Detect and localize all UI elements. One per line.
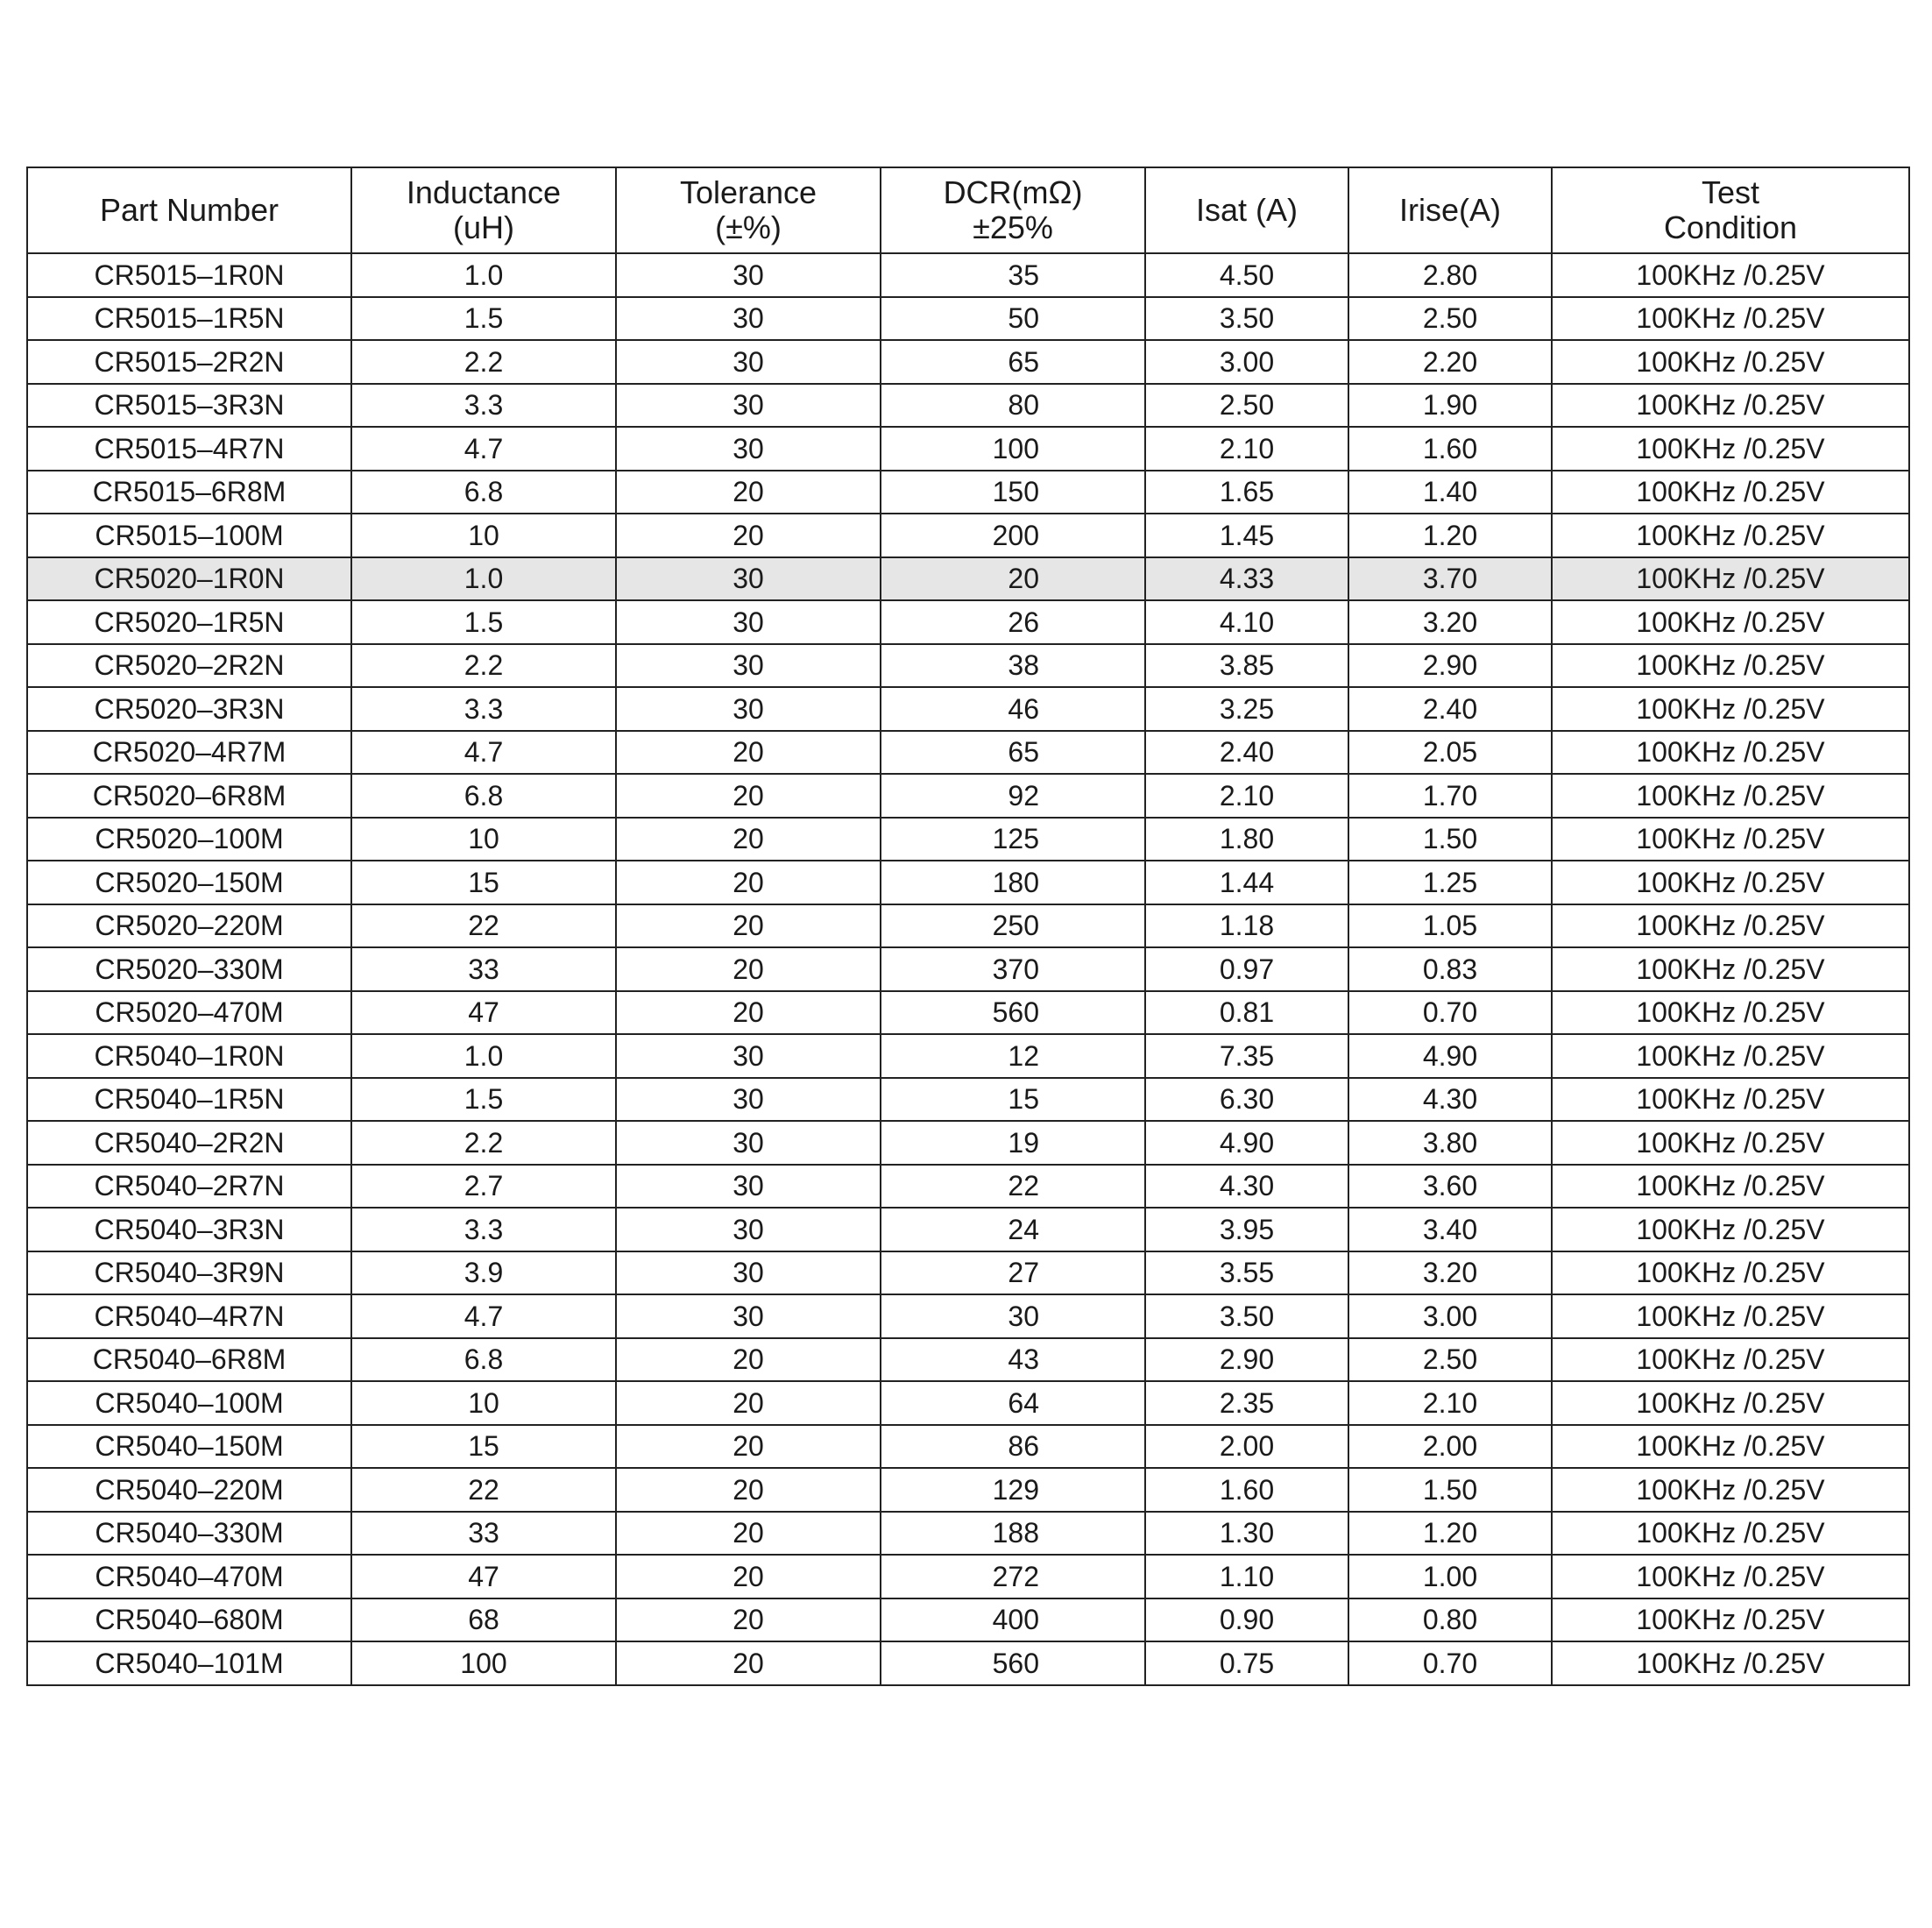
cell-inductance: 10: [351, 514, 616, 557]
cell-tolerance: 20: [616, 1338, 881, 1382]
cell-inductance: 15: [351, 861, 616, 904]
cell-irise: 1.20: [1348, 1512, 1552, 1556]
cell-isat: 4.90: [1145, 1121, 1348, 1165]
header-line: Inductance: [406, 174, 562, 210]
cell-inductance: 2.2: [351, 1121, 616, 1165]
cell-isat: 1.30: [1145, 1512, 1348, 1556]
cell-test-condition: 100KHz /0.25V: [1552, 1121, 1909, 1165]
table-row: [27, 253, 1909, 297]
cell-dcr: 180: [881, 861, 1145, 904]
table-body: [27, 253, 1909, 1685]
cell-isat: 6.30: [1145, 1078, 1348, 1122]
cell-tolerance: 20: [616, 774, 881, 818]
cell-isat: 1.80: [1145, 818, 1348, 861]
cell-part-number: CR5015–3R3N: [27, 384, 351, 428]
table-row: [27, 991, 1909, 1035]
cell-part-number: CR5020–330M: [27, 947, 351, 991]
cell-isat: 2.10: [1145, 774, 1348, 818]
cell-part-number: CR5020–3R3N: [27, 687, 351, 731]
cell-isat: 4.33: [1145, 557, 1348, 601]
cell-isat: 3.85: [1145, 644, 1348, 688]
header-inductance: [351, 167, 616, 253]
cell-dcr: 19: [881, 1121, 1145, 1165]
cell-tolerance: 30: [616, 253, 881, 297]
header-line: Test: [1701, 174, 1760, 210]
cell-irise: 0.70: [1348, 991, 1552, 1035]
cell-dcr: 400: [881, 1598, 1145, 1642]
cell-inductance: 10: [351, 818, 616, 861]
cell-part-number: CR5040–150M: [27, 1425, 351, 1469]
cell-irise: 1.60: [1348, 427, 1552, 471]
cell-dcr: 370: [881, 947, 1145, 991]
cell-test-condition: 100KHz /0.25V: [1552, 384, 1909, 428]
cell-isat: 1.44: [1145, 861, 1348, 904]
cell-irise: 2.90: [1348, 644, 1552, 688]
cell-tolerance: 20: [616, 904, 881, 948]
cell-isat: 3.50: [1145, 297, 1348, 341]
cell-tolerance: 20: [616, 1381, 881, 1425]
cell-dcr: 26: [881, 600, 1145, 644]
cell-isat: 3.95: [1145, 1208, 1348, 1251]
cell-part-number: CR5020–2R2N: [27, 644, 351, 688]
table-row: [27, 1598, 1909, 1642]
table-row: [27, 861, 1909, 904]
cell-test-condition: 100KHz /0.25V: [1552, 731, 1909, 775]
cell-test-condition: 100KHz /0.25V: [1552, 1165, 1909, 1209]
cell-part-number: CR5020–1R0N: [27, 557, 351, 601]
cell-isat: 0.97: [1145, 947, 1348, 991]
cell-tolerance: 30: [616, 1078, 881, 1122]
cell-tolerance: 30: [616, 1294, 881, 1338]
cell-isat: 0.90: [1145, 1598, 1348, 1642]
cell-irise: 1.50: [1348, 1468, 1552, 1512]
cell-inductance: 10: [351, 1381, 616, 1425]
cell-part-number: CR5015–1R5N: [27, 297, 351, 341]
cell-part-number: CR5040–330M: [27, 1512, 351, 1556]
table-row: [27, 1121, 1909, 1165]
cell-part-number: CR5040–2R7N: [27, 1165, 351, 1209]
table-row: [27, 818, 1909, 861]
cell-test-condition: 100KHz /0.25V: [1552, 471, 1909, 514]
table-header-row: [27, 167, 1909, 253]
table-row: [27, 774, 1909, 818]
cell-dcr: 24: [881, 1208, 1145, 1251]
cell-inductance: 68: [351, 1598, 616, 1642]
cell-part-number: CR5040–1R5N: [27, 1078, 351, 1122]
cell-part-number: CR5040–470M: [27, 1555, 351, 1598]
cell-isat: 3.25: [1145, 687, 1348, 731]
cell-isat: 0.81: [1145, 991, 1348, 1035]
cell-inductance: 3.9: [351, 1251, 616, 1295]
cell-part-number: CR5040–220M: [27, 1468, 351, 1512]
cell-dcr: 65: [881, 340, 1145, 384]
header-part-number: [27, 167, 351, 253]
table-row: [27, 297, 1909, 341]
cell-inductance: 15: [351, 1425, 616, 1469]
cell-isat: 0.75: [1145, 1641, 1348, 1685]
cell-tolerance: 20: [616, 1512, 881, 1556]
cell-part-number: CR5040–100M: [27, 1381, 351, 1425]
table-row: [27, 1381, 1909, 1425]
header-line: (uH): [453, 209, 514, 245]
cell-tolerance: 20: [616, 947, 881, 991]
cell-tolerance: 20: [616, 861, 881, 904]
cell-isat: 1.18: [1145, 904, 1348, 948]
cell-test-condition: 100KHz /0.25V: [1552, 687, 1909, 731]
cell-isat: 4.50: [1145, 253, 1348, 297]
cell-irise: 1.00: [1348, 1555, 1552, 1598]
header-line: (±%): [715, 209, 782, 245]
cell-part-number: CR5020–470M: [27, 991, 351, 1035]
cell-test-condition: 100KHz /0.25V: [1552, 1078, 1909, 1122]
cell-inductance: 1.0: [351, 253, 616, 297]
header-irise: [1348, 167, 1552, 253]
cell-test-condition: 100KHz /0.25V: [1552, 947, 1909, 991]
cell-test-condition: 100KHz /0.25V: [1552, 1251, 1909, 1295]
cell-test-condition: 100KHz /0.25V: [1552, 774, 1909, 818]
cell-dcr: 27: [881, 1251, 1145, 1295]
cell-isat: 2.40: [1145, 731, 1348, 775]
table-row: [27, 1165, 1909, 1209]
cell-isat: 2.50: [1145, 384, 1348, 428]
cell-isat: 3.55: [1145, 1251, 1348, 1295]
cell-part-number: CR5015–4R7N: [27, 427, 351, 471]
cell-irise: 2.50: [1348, 297, 1552, 341]
cell-part-number: CR5015–2R2N: [27, 340, 351, 384]
cell-part-number: CR5040–6R8M: [27, 1338, 351, 1382]
cell-test-condition: 100KHz /0.25V: [1552, 861, 1909, 904]
table-row: [27, 1468, 1909, 1512]
cell-test-condition: 100KHz /0.25V: [1552, 1425, 1909, 1469]
cell-dcr: 80: [881, 384, 1145, 428]
cell-inductance: 4.7: [351, 731, 616, 775]
cell-inductance: 47: [351, 1555, 616, 1598]
cell-dcr: 250: [881, 904, 1145, 948]
cell-tolerance: 30: [616, 1121, 881, 1165]
cell-test-condition: 100KHz /0.25V: [1552, 644, 1909, 688]
cell-inductance: 2.2: [351, 340, 616, 384]
cell-dcr: 38: [881, 644, 1145, 688]
cell-irise: 2.00: [1348, 1425, 1552, 1469]
header-line: DCR(mΩ): [943, 174, 1083, 210]
cell-inductance: 3.3: [351, 384, 616, 428]
cell-tolerance: 20: [616, 514, 881, 557]
table-row: [27, 427, 1909, 471]
cell-isat: 2.90: [1145, 1338, 1348, 1382]
cell-dcr: 129: [881, 1468, 1145, 1512]
cell-tolerance: 30: [616, 1165, 881, 1209]
cell-inductance: 1.5: [351, 297, 616, 341]
cell-inductance: 1.0: [351, 1034, 616, 1078]
table-row: [27, 1641, 1909, 1685]
cell-test-condition: 100KHz /0.25V: [1552, 1641, 1909, 1685]
table-row: [27, 947, 1909, 991]
table-row: [27, 1338, 1909, 1382]
cell-test-condition: 100KHz /0.25V: [1552, 818, 1909, 861]
cell-test-condition: 100KHz /0.25V: [1552, 557, 1909, 601]
cell-dcr: 272: [881, 1555, 1145, 1598]
cell-irise: 1.70: [1348, 774, 1552, 818]
cell-irise: 2.40: [1348, 687, 1552, 731]
cell-inductance: 22: [351, 904, 616, 948]
table-row: [27, 1251, 1909, 1295]
table-row: [27, 1512, 1909, 1556]
table-row: [27, 1294, 1909, 1338]
cell-part-number: CR5020–4R7M: [27, 731, 351, 775]
cell-test-condition: 100KHz /0.25V: [1552, 514, 1909, 557]
cell-tolerance: 20: [616, 1468, 881, 1512]
cell-part-number: CR5020–220M: [27, 904, 351, 948]
header-line: Irise(A): [1399, 192, 1501, 228]
cell-inductance: 33: [351, 947, 616, 991]
cell-tolerance: 30: [616, 1251, 881, 1295]
cell-irise: 0.80: [1348, 1598, 1552, 1642]
cell-irise: 0.83: [1348, 947, 1552, 991]
cell-dcr: 35: [881, 253, 1145, 297]
cell-irise: 1.50: [1348, 818, 1552, 861]
cell-inductance: 1.0: [351, 557, 616, 601]
cell-tolerance: 30: [616, 557, 881, 601]
header-line: ±25%: [973, 209, 1053, 245]
cell-inductance: 4.7: [351, 427, 616, 471]
cell-dcr: 50: [881, 297, 1145, 341]
table-row: [27, 1078, 1909, 1122]
cell-tolerance: 30: [616, 340, 881, 384]
table-row: [27, 644, 1909, 688]
cell-inductance: 22: [351, 1468, 616, 1512]
header-line: Part Number: [99, 192, 280, 228]
cell-part-number: CR5040–3R3N: [27, 1208, 351, 1251]
cell-tolerance: 30: [616, 687, 881, 731]
cell-inductance: 47: [351, 991, 616, 1035]
cell-irise: 2.10: [1348, 1381, 1552, 1425]
cell-part-number: CR5015–6R8M: [27, 471, 351, 514]
cell-part-number: CR5020–6R8M: [27, 774, 351, 818]
table-row: [27, 600, 1909, 644]
table-row: [27, 514, 1909, 557]
cell-dcr: 188: [881, 1512, 1145, 1556]
cell-part-number: CR5040–2R2N: [27, 1121, 351, 1165]
cell-irise: 3.80: [1348, 1121, 1552, 1165]
cell-inductance: 4.7: [351, 1294, 616, 1338]
cell-part-number: CR5020–1R5N: [27, 600, 351, 644]
cell-part-number: CR5020–150M: [27, 861, 351, 904]
cell-dcr: 560: [881, 1641, 1145, 1685]
cell-dcr: 43: [881, 1338, 1145, 1382]
cell-irise: 3.70: [1348, 557, 1552, 601]
cell-dcr: 22: [881, 1165, 1145, 1209]
cell-tolerance: 30: [616, 297, 881, 341]
cell-test-condition: 100KHz /0.25V: [1552, 1598, 1909, 1642]
cell-irise: 2.80: [1348, 253, 1552, 297]
table-row: [27, 904, 1909, 948]
cell-test-condition: 100KHz /0.25V: [1552, 340, 1909, 384]
cell-inductance: 33: [351, 1512, 616, 1556]
cell-inductance: 2.2: [351, 644, 616, 688]
table-row: [27, 557, 1909, 601]
cell-inductance: 2.7: [351, 1165, 616, 1209]
cell-tolerance: 20: [616, 1425, 881, 1469]
cell-dcr: 200: [881, 514, 1145, 557]
cell-isat: 1.60: [1145, 1468, 1348, 1512]
cell-test-condition: 100KHz /0.25V: [1552, 1468, 1909, 1512]
cell-irise: 1.40: [1348, 471, 1552, 514]
cell-tolerance: 20: [616, 991, 881, 1035]
cell-tolerance: 20: [616, 818, 881, 861]
cell-isat: 7.35: [1145, 1034, 1348, 1078]
cell-test-condition: 100KHz /0.25V: [1552, 600, 1909, 644]
cell-isat: 1.45: [1145, 514, 1348, 557]
header-test-condition: [1552, 167, 1909, 253]
cell-irise: 3.60: [1348, 1165, 1552, 1209]
cell-part-number: CR5040–1R0N: [27, 1034, 351, 1078]
cell-isat: 2.00: [1145, 1425, 1348, 1469]
cell-part-number: CR5015–1R0N: [27, 253, 351, 297]
cell-inductance: 3.3: [351, 1208, 616, 1251]
cell-tolerance: 30: [616, 1034, 881, 1078]
cell-test-condition: 100KHz /0.25V: [1552, 1381, 1909, 1425]
cell-tolerance: 20: [616, 471, 881, 514]
table-row: [27, 471, 1909, 514]
cell-test-condition: 100KHz /0.25V: [1552, 904, 1909, 948]
cell-irise: 2.20: [1348, 340, 1552, 384]
cell-irise: 2.50: [1348, 1338, 1552, 1382]
inductor-spec-table: [26, 167, 1910, 1686]
cell-tolerance: 20: [616, 1598, 881, 1642]
cell-test-condition: 100KHz /0.25V: [1552, 427, 1909, 471]
cell-dcr: 100: [881, 427, 1145, 471]
cell-dcr: 560: [881, 991, 1145, 1035]
cell-part-number: CR5040–3R9N: [27, 1251, 351, 1295]
cell-test-condition: 100KHz /0.25V: [1552, 1208, 1909, 1251]
table-row: [27, 1034, 1909, 1078]
cell-dcr: 86: [881, 1425, 1145, 1469]
cell-part-number: CR5020–100M: [27, 818, 351, 861]
cell-part-number: CR5015–100M: [27, 514, 351, 557]
cell-test-condition: 100KHz /0.25V: [1552, 297, 1909, 341]
cell-isat: 4.30: [1145, 1165, 1348, 1209]
cell-dcr: 15: [881, 1078, 1145, 1122]
table-row: [27, 1425, 1909, 1469]
cell-dcr: 92: [881, 774, 1145, 818]
cell-test-condition: 100KHz /0.25V: [1552, 1512, 1909, 1556]
header-line: Isat (A): [1195, 192, 1298, 228]
header-line: Condition: [1663, 209, 1798, 245]
cell-test-condition: 100KHz /0.25V: [1552, 253, 1909, 297]
header-tolerance: [616, 167, 881, 253]
cell-isat: 3.00: [1145, 340, 1348, 384]
cell-dcr: 65: [881, 731, 1145, 775]
cell-irise: 3.40: [1348, 1208, 1552, 1251]
cell-irise: 4.90: [1348, 1034, 1552, 1078]
cell-test-condition: 100KHz /0.25V: [1552, 1555, 1909, 1598]
cell-inductance: 1.5: [351, 1078, 616, 1122]
cell-isat: 2.35: [1145, 1381, 1348, 1425]
cell-inductance: 100: [351, 1641, 616, 1685]
cell-irise: 1.20: [1348, 514, 1552, 557]
cell-isat: 2.10: [1145, 427, 1348, 471]
cell-tolerance: 30: [616, 600, 881, 644]
table-row: [27, 1208, 1909, 1251]
cell-tolerance: 30: [616, 644, 881, 688]
cell-isat: 1.10: [1145, 1555, 1348, 1598]
cell-test-condition: 100KHz /0.25V: [1552, 1034, 1909, 1078]
cell-part-number: CR5040–4R7N: [27, 1294, 351, 1338]
cell-dcr: 64: [881, 1381, 1145, 1425]
cell-inductance: 3.3: [351, 687, 616, 731]
cell-tolerance: 30: [616, 1208, 881, 1251]
table-row: [27, 731, 1909, 775]
cell-tolerance: 20: [616, 1641, 881, 1685]
cell-inductance: 6.8: [351, 1338, 616, 1382]
cell-isat: 4.10: [1145, 600, 1348, 644]
header-dcr: [881, 167, 1145, 253]
cell-dcr: 30: [881, 1294, 1145, 1338]
header-isat: [1145, 167, 1348, 253]
cell-dcr: 125: [881, 818, 1145, 861]
cell-isat: 3.50: [1145, 1294, 1348, 1338]
cell-dcr: 20: [881, 557, 1145, 601]
cell-inductance: 1.5: [351, 600, 616, 644]
cell-irise: 1.25: [1348, 861, 1552, 904]
cell-tolerance: 30: [616, 427, 881, 471]
cell-tolerance: 20: [616, 1555, 881, 1598]
cell-irise: 2.05: [1348, 731, 1552, 775]
cell-irise: 1.90: [1348, 384, 1552, 428]
cell-inductance: 6.8: [351, 471, 616, 514]
cell-dcr: 12: [881, 1034, 1145, 1078]
table-row: [27, 687, 1909, 731]
cell-irise: 3.20: [1348, 600, 1552, 644]
cell-inductance: 6.8: [351, 774, 616, 818]
cell-test-condition: 100KHz /0.25V: [1552, 991, 1909, 1035]
cell-test-condition: 100KHz /0.25V: [1552, 1294, 1909, 1338]
cell-irise: 3.20: [1348, 1251, 1552, 1295]
cell-tolerance: 20: [616, 731, 881, 775]
table-row: [27, 384, 1909, 428]
cell-irise: 3.00: [1348, 1294, 1552, 1338]
cell-irise: 4.30: [1348, 1078, 1552, 1122]
cell-tolerance: 30: [616, 384, 881, 428]
cell-dcr: 46: [881, 687, 1145, 731]
table-row: [27, 340, 1909, 384]
cell-irise: 1.05: [1348, 904, 1552, 948]
table-row: [27, 1555, 1909, 1598]
cell-isat: 1.65: [1145, 471, 1348, 514]
cell-irise: 0.70: [1348, 1641, 1552, 1685]
cell-part-number: CR5040–680M: [27, 1598, 351, 1642]
cell-dcr: 150: [881, 471, 1145, 514]
cell-test-condition: 100KHz /0.25V: [1552, 1338, 1909, 1382]
header-line: Tolerance: [679, 174, 817, 210]
cell-part-number: CR5040–101M: [27, 1641, 351, 1685]
